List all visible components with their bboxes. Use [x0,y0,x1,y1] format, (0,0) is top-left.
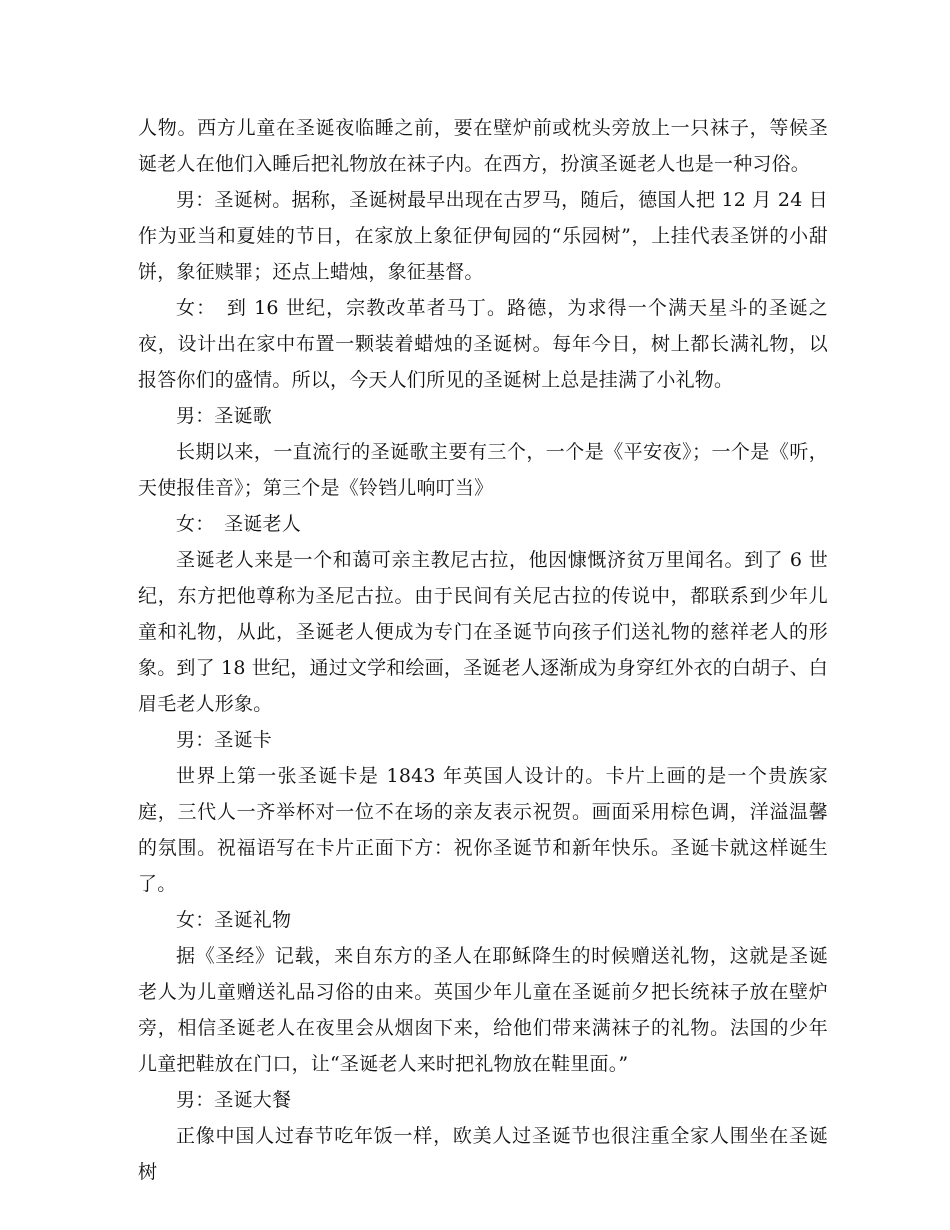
heading-christmas-card: 男：圣诞卡 [176,729,273,751]
paragraph-christmas-card: 世界上第一张圣诞卡是 1843 年英国人设计的。卡片上画的是一个贵族家庭，三代人一齐举杯对一位不在场的亲友表示祝贺。画面采用棕色调，洋溢温馨的氛围。祝福语写在卡片正面下方：祝你圣诞节和新年快乐。圣诞卡就这样诞生了。 [138,765,828,895]
heading-christmas-songs: 男：圣诞歌 [176,405,273,427]
paragraph-christmas-gifts: 据《圣经》记载，来自东方的圣人在耶稣降生的时候赠送礼物，这就是圣诞老人为儿童赠送礼品习俗的由来。英国少年儿童在圣诞前夕把长统袜子放在壁炉旁，相信圣诞老人在夜里会从烟囱下来，给他们带来满袜子的礼物。法国的少年儿童把鞋放在门口，让“圣诞老人来时把礼物放在鞋里面。” [138,945,828,1075]
paragraph-intro-continuation: 人物。西方儿童在圣诞夜临睡之前，要在壁炉前或枕头旁放上一只袜子，等候圣诞老人在他们入睡后把礼物放在袜子内。在西方，扮演圣诞老人也是一种习俗。 [138,117,828,175]
heading-santa-claus: 女： 圣诞老人 [176,513,301,535]
paragraph-santa-claus: 圣诞老人来是一个和蔼可亲主教尼古拉，他因慷慨济贫万里闻名。到了 6 世纪，东方把他尊称为圣尼古拉。由于民间有关尼古拉的传说中，都联系到少年儿童和礼物，从此，圣诞老人便成为专门在圣诞节向孩子们送礼物的慈祥老人的形象。到了 18 世纪，通过文学和绘画，圣诞老人逐渐成为身穿红外衣的白胡子、白眉毛老人形象。 [138,549,828,715]
heading-christmas-gifts: 女：圣诞礼物 [176,909,292,931]
paragraph-christmas-songs: 长期以来，一直流行的圣诞歌主要有三个，一个是《平安夜》；一个是《听，天使报佳音》；第三个是《铃铛儿响叮当》 [138,441,828,499]
paragraph-luther-tree: 女： 到 16 世纪，宗教改革者马丁。路德，为求得一个满天星斗的圣诞之夜，设计出在家中布置一颗装着蜡烛的圣诞树。每年今日，树上都长满礼物，以报答你们的盛情。所以，今天人们所见的圣诞树上总是挂满了小礼物。 [138,297,828,391]
heading-christmas-dinner: 男：圣诞大餐 [176,1089,292,1111]
paragraph-christmas-tree: 男：圣诞树。据称，圣诞树最早出现在古罗马，随后，德国人把 12 月 24 日作为亚当和夏娃的节日，在家放上象征伊甸园的“乐园树”，上挂代表圣饼的小甜饼，象征赎罪；还点上蜡烛，象征基督。 [138,189,828,283]
paragraph-christmas-dinner: 正像中国人过春节吃年饭一样，欧美人过圣诞节也很注重全家人围坐在圣诞树 [138,1125,828,1183]
document-body [138,110,828,1190]
